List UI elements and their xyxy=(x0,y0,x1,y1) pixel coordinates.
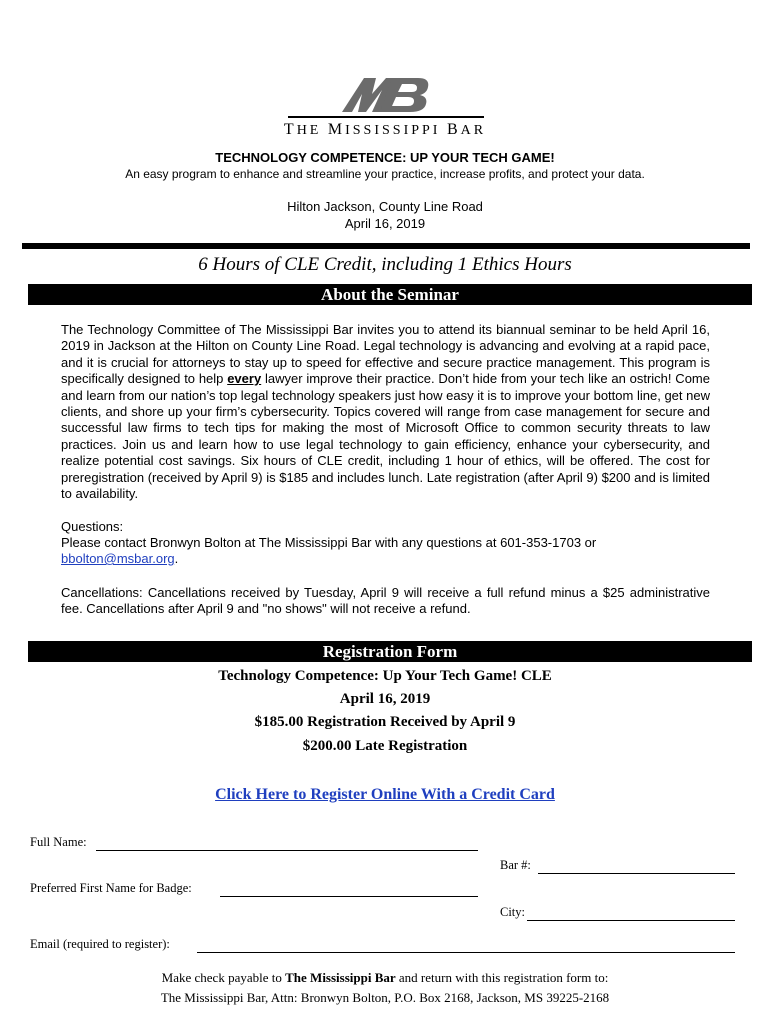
city-label: City: xyxy=(500,905,526,919)
org-name: THE MISSISSIPPI BAR xyxy=(283,121,487,138)
payment-instructions: Make check payable to The Mississippi Bar and return with this registration form to: xyxy=(161,970,609,985)
seminar-title: TECHNOLOGY COMPETENCE: UP YOUR TECH GAME! xyxy=(215,150,555,165)
bar-number-field[interactable] xyxy=(538,861,735,874)
registration-fee-late: $200.00 Late Registration xyxy=(302,738,468,754)
about-heading: About the Seminar xyxy=(28,284,752,305)
email-field[interactable] xyxy=(197,940,735,953)
about-paragraph: The Technology Committee of The Mississippi Bar invites you to attend its biannual seminar to be held April 16, 2019 in Jackson at the Hilton on County Line Road. Legal technology is advancing and evolving at a rapid pace, and it is crucial for attorneys to stay up to speed for effective and secure practice management. This program is specifically designed to help every lawyer improve their practice. Don’t hide from your tech like an ostrich! Come and learn from our nation’s top legal technology speakers just how easy it is to improve your bottom line, get new clients, and shore up your firm’s cybersecurity. Topics covered will range from case management for secure and successful law firms to tech tips for making the most of Microsoft Office to common security threats to law practices. Join us and learn how to use legal technology to gain efficiency, enhance your cybersecurity, and realize potential cost savings. Six hours of CLE credit, including 1 hour of ethics, will be offered. The cost for preregistration (received by April 9) is $185 and includes lunch. Late registration (after April 9) $200 and is limited to availability. xyxy=(61,322,710,502)
bar-number-label: Bar #: xyxy=(500,858,531,872)
registration-heading: Registration Form xyxy=(28,641,752,662)
registration-date: April 16, 2019 xyxy=(339,691,431,707)
registration-fee-early: $185.00 Registration Received by April 9 xyxy=(254,714,516,730)
full-name-label: Full Name: xyxy=(30,835,87,849)
cle-credit-line: 6 Hours of CLE Credit, including 1 Ethics Hours xyxy=(198,254,572,275)
seminar-venue: Hilton Jackson, County Line Road xyxy=(287,199,483,214)
badge-name-field[interactable] xyxy=(220,884,478,897)
questions-text: Please contact Bronwyn Bolton at The Mississippi Bar with any questions at 601-353-1703 or xyxy=(61,535,597,550)
email-label: Email (required to register): xyxy=(30,937,170,951)
registration-title: Technology Competence: Up Your Tech Game! CLE xyxy=(218,668,552,684)
seminar-date: April 16, 2019 xyxy=(344,216,426,231)
contact-email-link[interactable]: bbolton@msbar.org. xyxy=(61,551,179,566)
city-field[interactable] xyxy=(527,908,735,921)
logo-divider xyxy=(288,116,484,118)
questions-label: Questions: xyxy=(61,519,124,534)
full-name-field[interactable] xyxy=(96,838,478,851)
badge-name-label: Preferred First Name for Badge: xyxy=(30,881,192,895)
cancellation-policy: Cancellations: Cancellations received by Tuesday, April 9 will receive a full refund minus a $25 administrative fee. Cancellations after April 9 and "no shows" will not receive a refund. xyxy=(61,585,710,617)
mailing-address: The Mississippi Bar, Attn: Bronwyn Bolton, P.O. Box 2168, Jackson, MS 39225-2168 xyxy=(160,990,610,1005)
section-divider xyxy=(22,243,750,249)
register-online-link[interactable]: Click Here to Register Online With a Credit Card xyxy=(215,786,555,803)
seminar-subtitle: An easy program to enhance and streamline your practice, increase profits, and protect your data. xyxy=(125,167,645,181)
